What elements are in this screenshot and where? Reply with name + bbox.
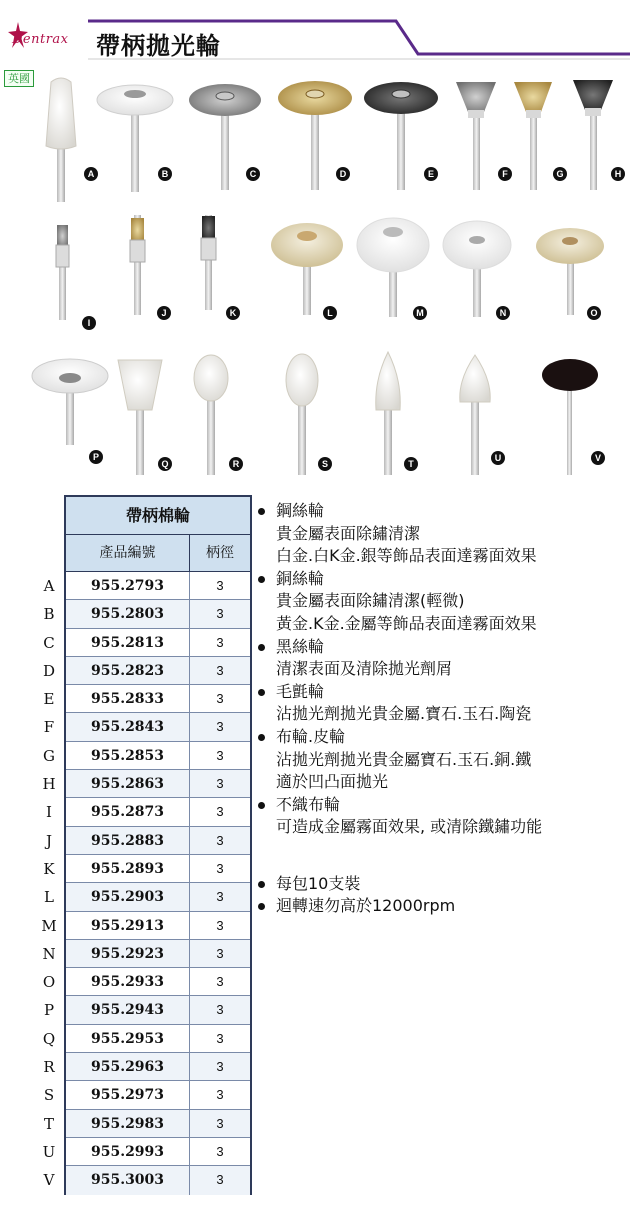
row-letter: V xyxy=(43,1171,55,1190)
product-code: 955.2943 xyxy=(66,996,190,1023)
row-letter: J xyxy=(45,831,52,850)
shank-size: 3 xyxy=(216,606,224,622)
description-item xyxy=(258,500,603,568)
product-label-i: I xyxy=(82,316,96,330)
product-label-o: O xyxy=(587,306,601,320)
shank-size: 3 xyxy=(216,945,224,961)
bullet-icon xyxy=(258,576,265,583)
product-s xyxy=(286,354,318,475)
product-label-q: Q xyxy=(158,457,172,471)
description-item xyxy=(258,726,603,794)
shank-size: 3 xyxy=(216,662,224,678)
column-header-size: 柄徑 xyxy=(206,545,234,561)
table-row xyxy=(66,912,250,940)
shank-size: 3 xyxy=(216,776,224,792)
product-code: 955.2793 xyxy=(66,572,190,599)
description-heading: 鋼絲輪 xyxy=(276,501,325,520)
shank-size: 3 xyxy=(216,974,224,990)
row-letter: K xyxy=(43,859,55,878)
row-letter: N xyxy=(42,944,56,963)
shank-size: 3 xyxy=(216,578,224,593)
shank-size: 3 xyxy=(216,1087,224,1103)
product-code: 955.3003 xyxy=(66,1166,190,1194)
shank-size: 3 xyxy=(216,1059,224,1075)
product-u xyxy=(460,355,490,475)
table-row xyxy=(66,1053,250,1081)
row-letter: U xyxy=(42,1142,56,1161)
product-code: 955.2833 xyxy=(66,685,190,712)
note-item xyxy=(258,873,603,895)
bullet-icon xyxy=(258,802,265,809)
table-row xyxy=(66,685,250,713)
shank-size: 3 xyxy=(216,1002,224,1018)
brand-logo-text: Dentrax xyxy=(12,32,69,47)
description-item xyxy=(258,568,603,636)
product-code: 955.2913 xyxy=(66,912,190,939)
description-text: 黃金.K金.金屬等飾品表面達霧面效果 xyxy=(276,613,537,633)
bullet-icon xyxy=(258,508,265,515)
product-label-p: P xyxy=(89,450,103,464)
description-heading: 布輪.皮輪 xyxy=(276,726,346,746)
row-letter: G xyxy=(43,746,55,765)
product-i xyxy=(56,225,69,320)
notes-list xyxy=(258,873,603,917)
table-title: 帶柄棉輪 xyxy=(66,497,250,535)
product-q xyxy=(118,360,162,475)
product-label-s: S xyxy=(318,457,332,471)
description-heading: 不織布輪 xyxy=(276,794,341,814)
table-body xyxy=(66,572,250,1195)
table-row xyxy=(66,798,250,826)
description-text: 貴金屬表面除鏽清潔 xyxy=(276,523,421,543)
product-label-e: E xyxy=(424,167,438,181)
row-letter: O xyxy=(42,973,56,992)
product-code: 955.2973 xyxy=(66,1081,190,1108)
product-label-a: A xyxy=(84,167,98,181)
row-letter: I xyxy=(46,803,52,822)
product-code: 955.2803 xyxy=(66,600,190,627)
description-list xyxy=(258,500,603,839)
table-row xyxy=(66,572,250,600)
description-text: 沾拋光劑拋光貴金屬.寶石.玉石.陶瓷 xyxy=(276,704,532,724)
product-label-r: R xyxy=(229,457,243,471)
product-table xyxy=(64,495,252,1195)
product-code: 955.2853 xyxy=(66,742,190,769)
product-h xyxy=(573,80,613,190)
origin-badge: 英國 xyxy=(4,70,34,87)
product-code: 955.2863 xyxy=(66,770,190,797)
shank-size: 3 xyxy=(216,804,224,820)
table-row xyxy=(66,770,250,798)
table-row xyxy=(66,1081,250,1109)
product-code: 955.2813 xyxy=(66,629,190,656)
product-code: 955.2873 xyxy=(66,798,190,825)
row-letter: D xyxy=(42,661,56,680)
row-letter: F xyxy=(43,718,55,737)
table-row xyxy=(66,1110,250,1138)
shank-size: 3 xyxy=(216,1115,224,1131)
row-letter: M xyxy=(41,916,57,935)
description-text: 清潔表面及清除拋光劑屑 xyxy=(276,659,453,679)
bullet-icon xyxy=(258,881,265,888)
product-label-u: U xyxy=(491,451,505,465)
product-a xyxy=(46,78,76,202)
table-row xyxy=(66,1025,250,1053)
shank-size: 3 xyxy=(216,889,224,905)
product-o xyxy=(536,228,604,315)
row-letter: T xyxy=(43,1114,54,1133)
product-label-f: F xyxy=(498,167,512,181)
product-gallery xyxy=(0,70,630,490)
header-divider xyxy=(0,0,630,70)
bullet-icon xyxy=(258,689,265,696)
row-letter: C xyxy=(43,633,55,652)
shank-size: 3 xyxy=(216,747,224,763)
product-code: 955.2823 xyxy=(66,657,190,684)
shank-size: 3 xyxy=(216,832,224,848)
product-label-n: N xyxy=(496,306,510,320)
shank-size: 3 xyxy=(216,860,224,876)
bullet-icon xyxy=(258,644,265,651)
bullet-icon xyxy=(258,903,265,910)
row-letter: P xyxy=(43,1001,55,1020)
table-row xyxy=(66,629,250,657)
product-code: 955.2843 xyxy=(66,713,190,740)
note-item xyxy=(258,895,603,917)
product-label-g: G xyxy=(553,167,567,181)
product-label-j: J xyxy=(157,306,171,320)
shank-size: 3 xyxy=(216,691,224,707)
description-text: 適於凹凸面拋光 xyxy=(276,772,389,792)
description-heading: 黑絲輪 xyxy=(276,636,325,656)
product-v xyxy=(542,359,598,475)
shank-size: 3 xyxy=(216,1172,224,1188)
description-item xyxy=(258,636,603,681)
description-item xyxy=(258,794,603,839)
shank-size: 3 xyxy=(216,634,224,650)
product-label-t: T xyxy=(404,457,418,471)
description-text: 沾拋光劑拋光貴金屬寶石.玉石.銅.鐵 xyxy=(276,749,532,769)
row-letter: A xyxy=(43,577,55,595)
product-label-h: H xyxy=(611,167,625,181)
table-row xyxy=(66,855,250,883)
description-item xyxy=(258,681,603,726)
product-label-m: M xyxy=(413,306,427,320)
product-k xyxy=(201,215,216,310)
product-code: 955.2923 xyxy=(66,940,190,967)
product-label-k: K xyxy=(226,306,240,320)
table-row xyxy=(66,713,250,741)
row-letter: S xyxy=(43,1086,55,1105)
product-label-d: D xyxy=(336,167,350,181)
product-label-b: B xyxy=(158,167,172,181)
description-text: 可造成金屬霧面效果, 或清除鐵鏽功能 xyxy=(276,817,543,837)
product-code: 955.2883 xyxy=(66,827,190,854)
description-text: 白金.白K金.銀等飾品表面達霧面效果 xyxy=(276,546,537,566)
product-code: 955.2953 xyxy=(66,1025,190,1052)
table-row xyxy=(66,1166,250,1194)
row-letter-column xyxy=(38,572,60,1195)
shank-size: 3 xyxy=(216,719,224,735)
product-label-v: V xyxy=(591,451,605,465)
table-row xyxy=(66,742,250,770)
row-letter: Q xyxy=(42,1029,56,1048)
table-row xyxy=(66,1138,250,1166)
note-text: 每包10支裝 xyxy=(276,874,361,893)
row-letter: L xyxy=(44,888,54,907)
bullet-icon xyxy=(258,734,265,741)
row-letter: R xyxy=(43,1058,55,1077)
description-heading: 銅絲輪 xyxy=(276,568,325,588)
table-row xyxy=(66,657,250,685)
note-text: 迴轉速勿高於12000rpm xyxy=(276,896,456,915)
table-row xyxy=(66,940,250,968)
table-row xyxy=(66,996,250,1024)
product-t xyxy=(376,352,401,475)
column-header-code: 產品編號 xyxy=(66,535,190,572)
product-label-c: C xyxy=(246,167,260,181)
table-row xyxy=(66,827,250,855)
product-label-l: L xyxy=(323,306,337,320)
product-g xyxy=(514,82,552,190)
row-letter: E xyxy=(43,690,55,709)
description-heading: 毛氈輪 xyxy=(276,681,325,701)
product-f xyxy=(456,82,496,190)
shank-size: 3 xyxy=(216,917,224,933)
product-l xyxy=(271,223,343,315)
product-code: 955.2903 xyxy=(66,883,190,910)
shank-size: 3 xyxy=(216,1030,224,1046)
product-j xyxy=(130,215,145,315)
row-letter: B xyxy=(43,605,55,624)
product-code: 955.2893 xyxy=(66,855,190,882)
product-code: 955.2963 xyxy=(66,1053,190,1080)
product-code: 955.2993 xyxy=(66,1138,190,1165)
product-n xyxy=(443,221,511,317)
product-p xyxy=(32,359,108,445)
product-r xyxy=(194,355,228,475)
table-row xyxy=(66,600,250,628)
product-code: 955.2933 xyxy=(66,968,190,995)
shank-size: 3 xyxy=(216,1143,224,1159)
row-letter: H xyxy=(42,775,56,794)
table-row xyxy=(66,883,250,911)
page-title: 帶柄拋光輪 xyxy=(96,32,221,60)
product-code: 955.2983 xyxy=(66,1110,190,1137)
table-header xyxy=(66,535,250,572)
table-row xyxy=(66,968,250,996)
description-text: 貴金屬表面除鏽清潔(輕微) xyxy=(276,591,465,611)
product-m xyxy=(357,218,429,317)
